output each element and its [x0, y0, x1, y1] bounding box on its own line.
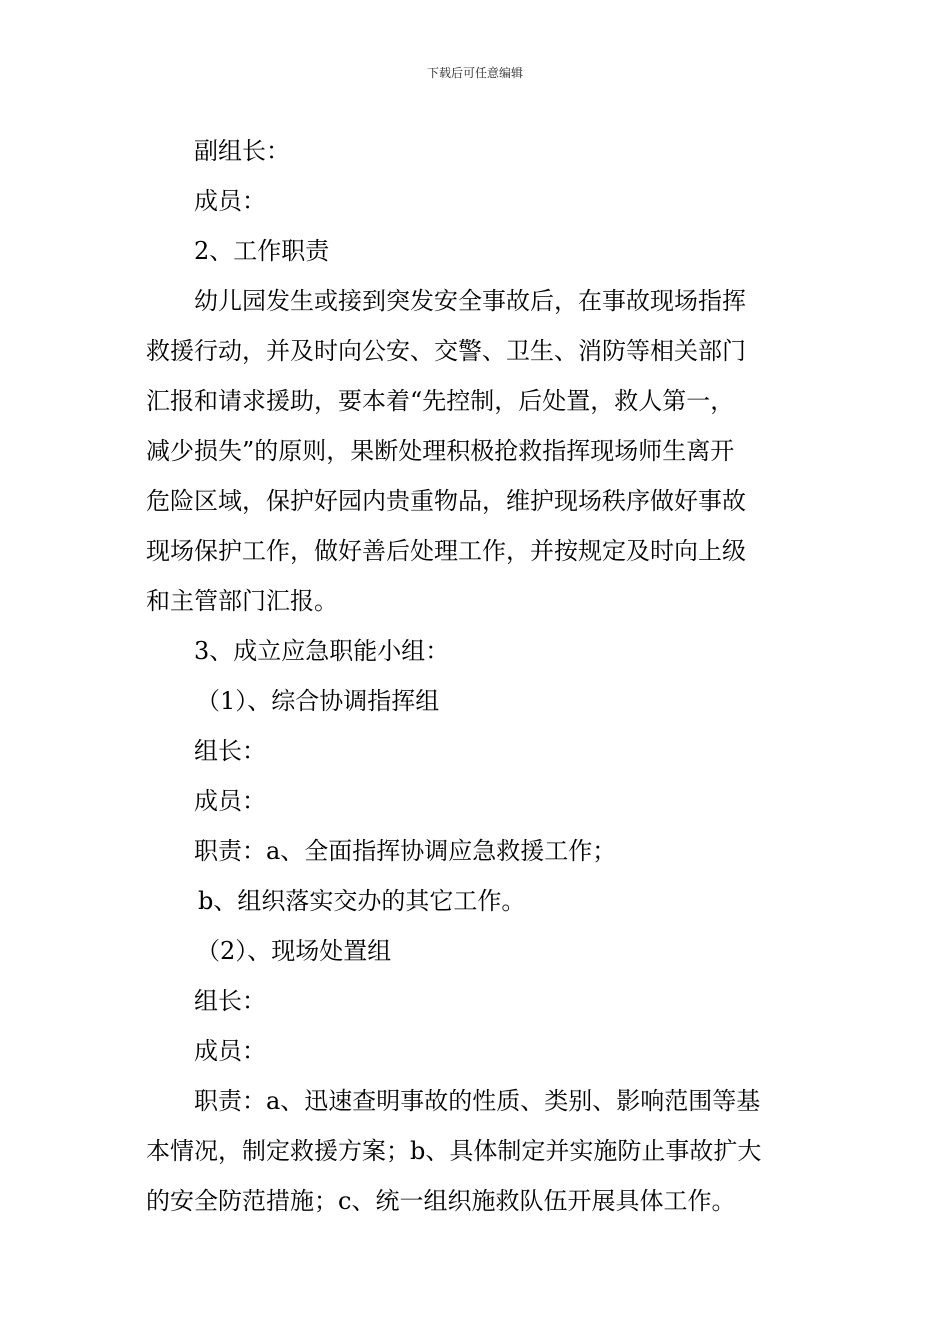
paragraph-line: 危险区域，保护好园内贵重物品，维护现场秩序做好事故 — [146, 487, 746, 515]
document-body — [146, 126, 808, 1226]
group-leader-line: 组长： — [194, 987, 266, 1015]
paragraph-line: 现场保护工作，做好善后处理工作，并按规定及时向上级 — [146, 537, 746, 565]
duties-line: 职责：a、全面指挥协调应急救援工作； — [194, 837, 617, 865]
subsection-heading-coordination: （1）、综合协调指挥组 — [196, 687, 440, 715]
group-members-line: 成员： — [194, 787, 266, 815]
duties-line: 的安全防范措施；c、统一组织施救队伍开展具体工作。 — [146, 1187, 736, 1215]
page-header-note: 下载后可任意编辑 — [426, 66, 523, 80]
vice-leader-line: 副组长： — [194, 137, 290, 165]
section-heading-duties: 2、工作职责 — [194, 237, 330, 265]
group-members-line: 成员： — [194, 1037, 266, 1065]
paragraph-line: 救援行动，并及时向公安、交警、卫生、消防等相关部门 — [146, 337, 746, 365]
duties-line: 本情况，制定救援方案；b、具体制定并实施防止事故扩大 — [146, 1137, 762, 1165]
paragraph-line: 和主管部门汇报。 — [146, 587, 338, 615]
members-line: 成员： — [194, 187, 266, 215]
paragraph-line: 汇报和请求援助，要本着“先控制，后处置，救人第一， — [146, 387, 735, 415]
paragraph-line: 减少损失”的原则，果断处理积极抢救指挥现场师生离开 — [146, 437, 735, 465]
duties-line: 职责：a、迅速查明事故的性质、类别、影响范围等基 — [194, 1087, 761, 1115]
group-leader-line: 组长： — [194, 737, 266, 765]
paragraph-line: 幼儿园发生或接到突发安全事故后，在事故现场指挥 — [194, 287, 746, 315]
subsection-heading-onsite: （2）、现场处置组 — [196, 937, 392, 965]
section-heading-groups: 3、成立应急职能小组： — [194, 637, 450, 665]
duties-line: b、组织落实交办的其它工作。 — [198, 887, 526, 915]
